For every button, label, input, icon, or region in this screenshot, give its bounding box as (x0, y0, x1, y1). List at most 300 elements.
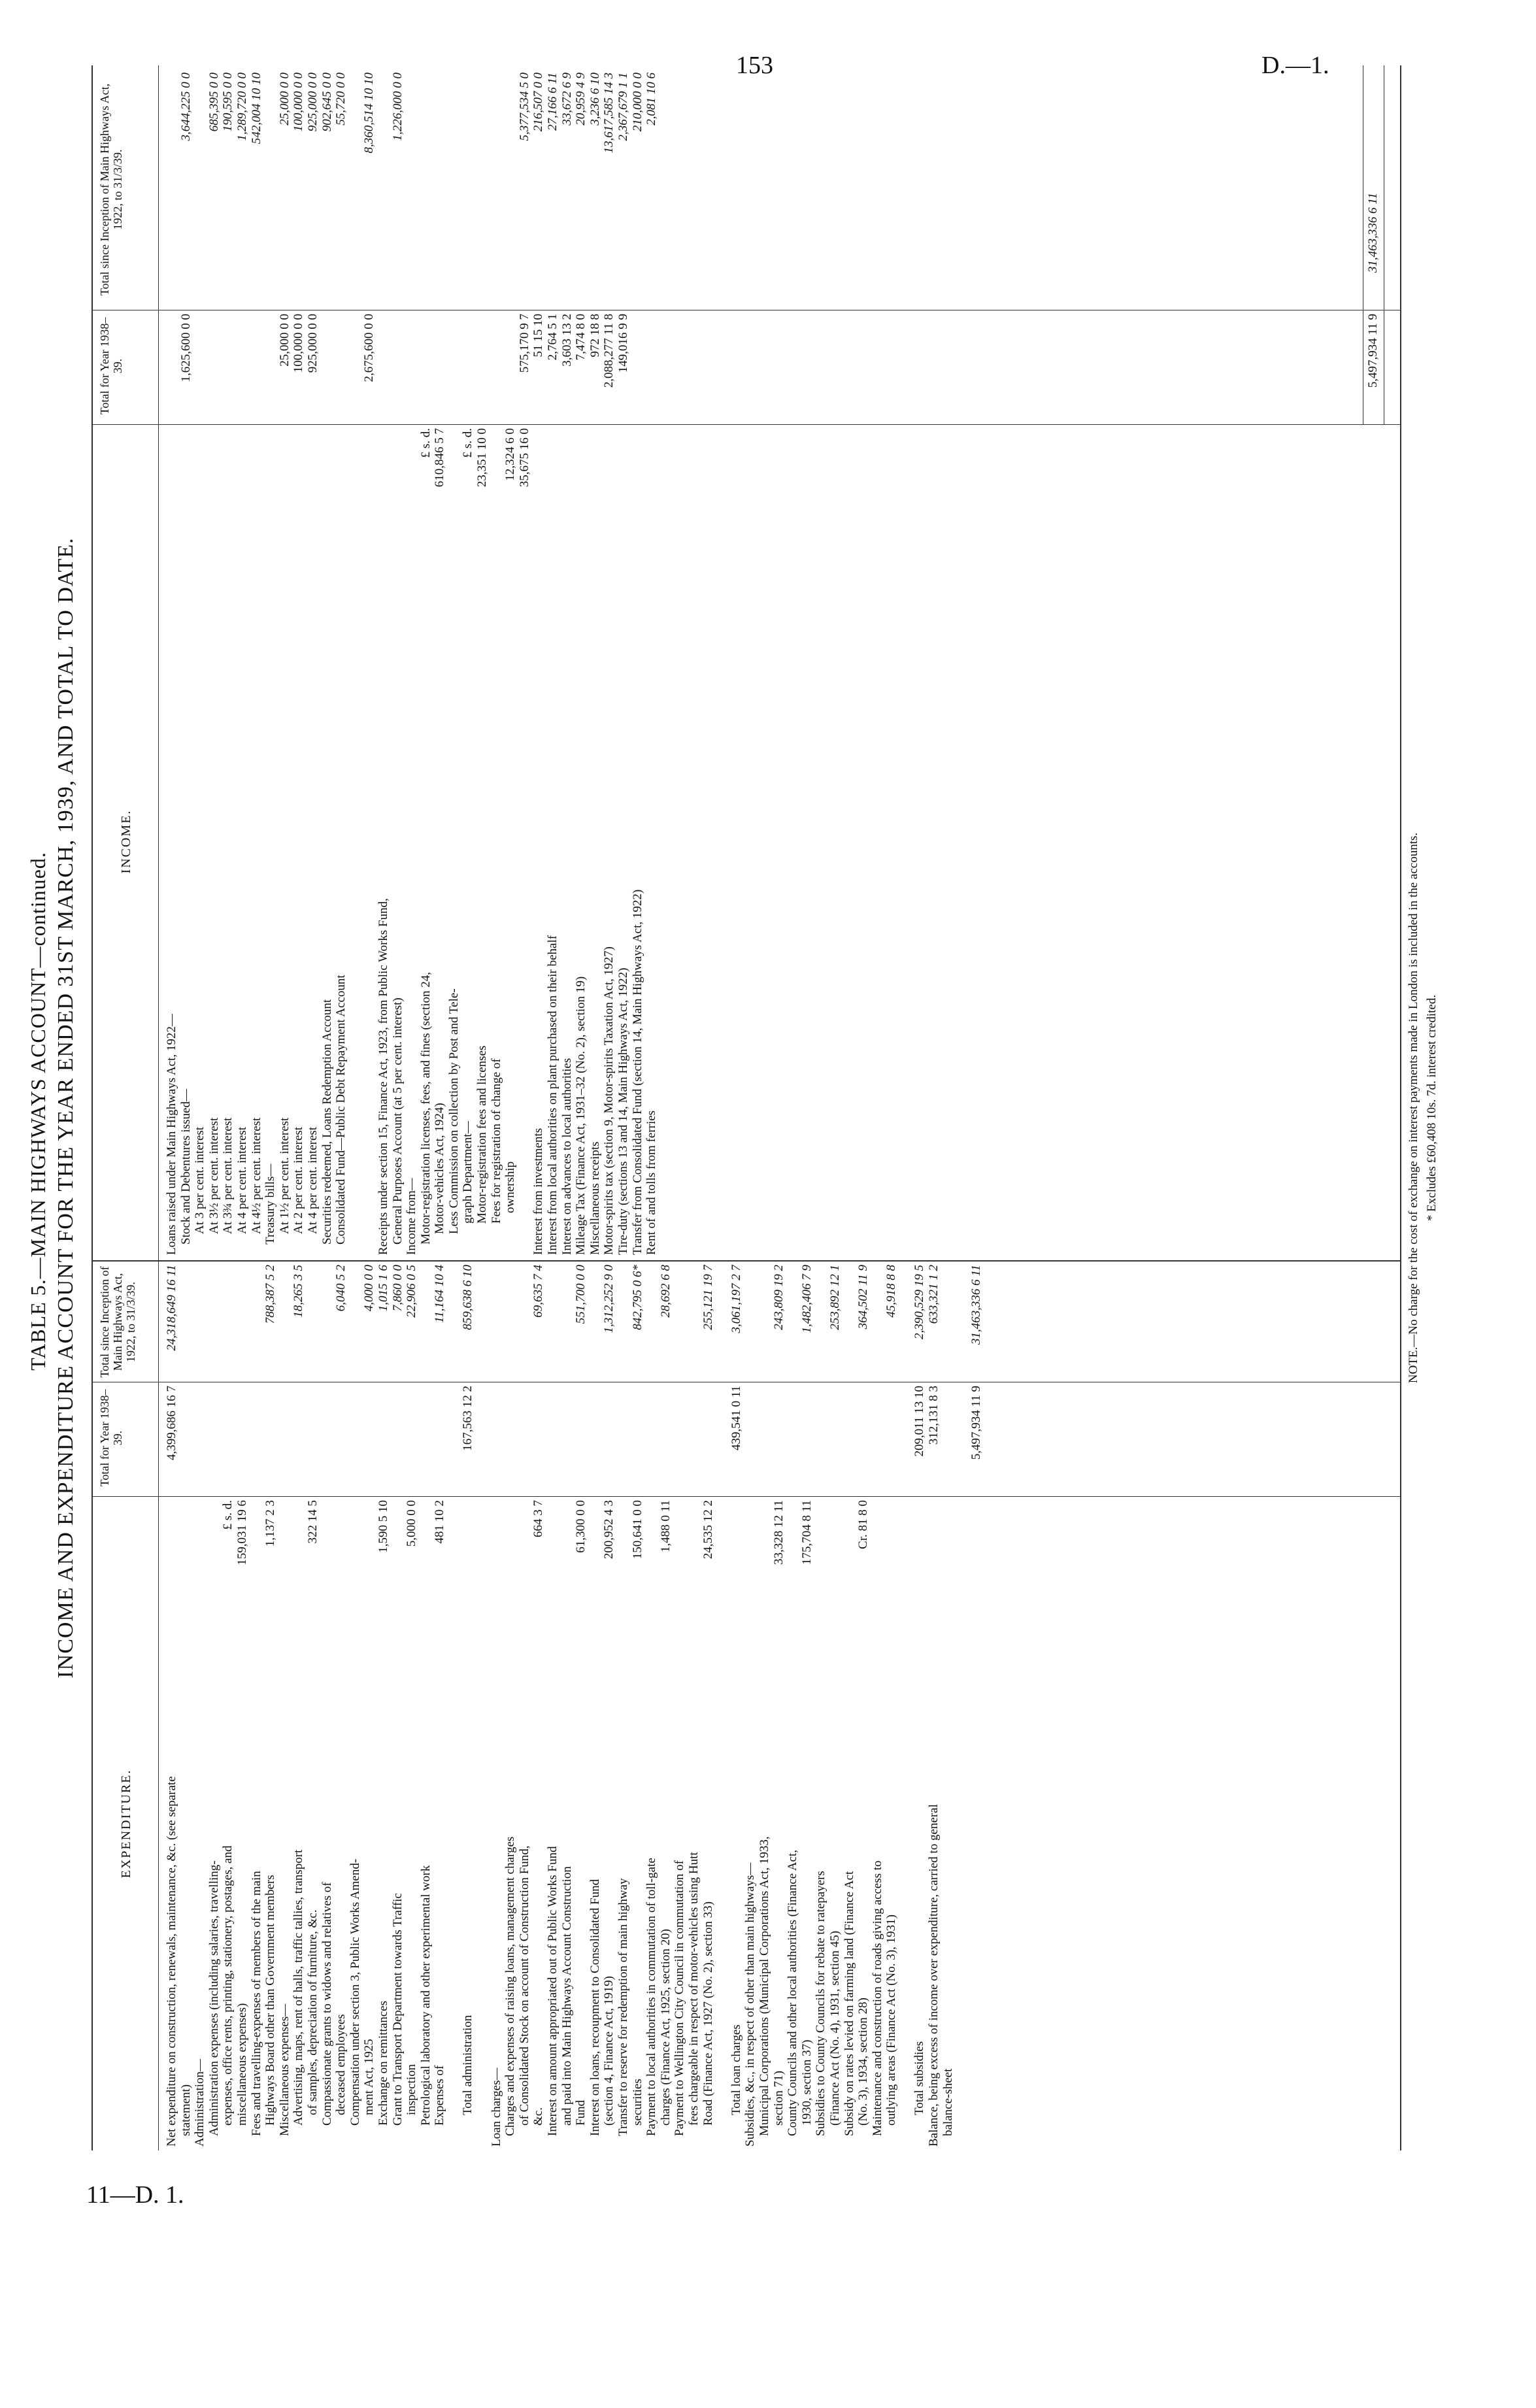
expenditure-row-year-amount (490, 1386, 504, 1494)
income-row-total-amount: 1,226,000 0 0 (390, 73, 405, 141)
income-row-sub-amount (306, 428, 320, 559)
income-row-total-amount: 2,081 10 6 (644, 73, 659, 125)
income-row-label: Miscellaneous receipts (588, 1141, 602, 1255)
expenditure-text-column (165, 1624, 1400, 2147)
expenditure-row-sub-amount: 322 14 5 (305, 1500, 320, 1544)
expenditure-row-label: Miscellaneous expenses— (277, 2003, 292, 2136)
expenditure-row-label: Municipal Corporations (Municipal Corporations Act, 1933, (757, 1836, 771, 2136)
income-row-label: Motor-registration fees and licenses (475, 1045, 490, 1224)
income-row-year-amount: 2,764 5 1 (546, 314, 560, 361)
expenditure-row-sub-amount (729, 1500, 744, 1621)
expenditure-row-total-amount (179, 1265, 193, 1380)
expenditure-row-sub-amount (828, 1500, 843, 1621)
expenditure-total-column (165, 1265, 1400, 1380)
expenditure-row-year-amount (207, 1386, 222, 1494)
document-reference: D.—1. (1261, 52, 1329, 79)
income-row-year-amount (419, 314, 433, 422)
expenditure-row-year-amount (843, 1386, 857, 1494)
income-year-column (165, 314, 1400, 422)
expenditure-row-year-amount (800, 1386, 814, 1494)
expenditure-row-total-amount (221, 1265, 235, 1380)
expenditure-row-total-amount: 2,390,529 19 5 (912, 1265, 927, 1339)
income-row-sub-amount (376, 428, 391, 559)
income-row-label: At 4 per cent. interest (235, 1126, 249, 1234)
expenditure-row-total-amount (518, 1265, 532, 1380)
expenditure-row-total-amount (941, 1265, 956, 1380)
expenditure-row-year-amount (856, 1386, 871, 1494)
income-row-sub-amount (263, 428, 278, 559)
expenditure-row-sub-amount (518, 1500, 532, 1621)
expenditure-row-sub-amount: 175,704 8 11 (799, 1500, 814, 1565)
expenditure-row-total-amount (235, 1265, 250, 1380)
income-row-label: Interest from local authorities on plant purchased on their behalf (546, 935, 560, 1255)
expenditure-row-year-amount (348, 1386, 363, 1494)
expenditure-row-sub-amount (391, 1500, 405, 1621)
expenditure-row-sub-amount (814, 1500, 828, 1621)
income-row-year-amount: 51 15 10 (531, 314, 546, 358)
income-row-label: Receipts under section 15, Finance Act, 1923, from Public Works Fund, (376, 898, 390, 1255)
income-row-label: Motor-vehicles Act, 1924) (433, 1103, 447, 1234)
expenditure-row-total-amount (843, 1265, 857, 1380)
expenditure-row-label: Highways Board other than Government members (263, 1875, 278, 2126)
income-row-year-amount (475, 314, 490, 422)
income-row-sub-amount (207, 428, 222, 559)
header-rule (158, 65, 159, 2150)
expenditure-row-label: statement) (178, 2084, 193, 2136)
expenditure-row-label: Fees and travelling-expenses of members of the main (249, 1871, 263, 2136)
income-row-sub-amount (221, 428, 235, 559)
expenditure-row-total-amount (758, 1265, 772, 1380)
expenditure-row-label: deceased employees (334, 2014, 348, 2115)
expenditure-row-year-amount (560, 1386, 575, 1494)
income-row-year-amount: 25,000 0 0 (277, 314, 292, 367)
expenditure-row-label: Administration expenses (including salaries, travelling- (207, 1860, 221, 2136)
table-title: TABLE 5.—MAIN HIGHWAYS ACCOUNT—continued. (26, 852, 50, 1371)
income-row-total-amount (193, 73, 207, 308)
expenditure-row-sub-amount: 664 3 7 (531, 1500, 546, 1537)
expenditure-subamount-column (165, 1500, 1400, 1621)
rotated-table-page (26, 65, 1510, 2150)
income-row-sub-amount (292, 428, 306, 559)
expenditure-row-label: balance-sheet (941, 2068, 955, 2136)
expenditure-row-year-amount (320, 1386, 335, 1494)
expenditure-row-label: Compassionate grants to widows and relatives of (320, 1882, 334, 2126)
expenditure-row-year-amount (376, 1386, 391, 1494)
expenditure-row-total-amount: 243,809 19 2 (771, 1265, 786, 1330)
expenditure-row-year-amount (899, 1386, 913, 1494)
expenditure-row-sub-amount (743, 1500, 758, 1621)
expenditure-row-year-amount (475, 1386, 490, 1494)
expenditure-row-total-amount (560, 1265, 575, 1380)
column-rule (93, 1260, 1400, 1262)
expenditure-row-sub-amount: 5,000 0 0 (405, 1500, 419, 1547)
income-row-total-amount: 902,645 0 0 (320, 73, 334, 132)
expenditure-row-total-amount: 7,860 0 0 (390, 1265, 405, 1312)
expenditure-row-sub-amount: 150,641 0 0 (630, 1500, 644, 1560)
expenditure-row-total-amount: 1,482,406 7 9 (799, 1265, 814, 1333)
expenditure-row-year-amount (828, 1386, 843, 1494)
expenditure-row-sub-amount (419, 1500, 433, 1621)
expenditure-row-sub-amount (461, 1500, 475, 1621)
expenditure-row-total-amount: 1,312,252 9 0 (602, 1265, 616, 1333)
income-row-sub-amount (405, 428, 419, 559)
expenditure-row-label (969, 1624, 984, 2147)
income-row-sub-amount (334, 428, 348, 559)
income-row-label: Consolidated Fund—Public Debt Repayment Account (334, 975, 348, 1245)
income-row-total-amount (447, 73, 461, 308)
expenditure-row-label: (section 4, Finance Act, 1919) (602, 1975, 616, 2126)
expenditure-row-year-amount (644, 1386, 659, 1494)
expenditure-row-year-amount (772, 1386, 786, 1494)
income-row-label: At 4 per cent. interest (305, 1126, 320, 1234)
income-row-sub-amount (546, 428, 560, 559)
expenditure-row-year-amount (278, 1386, 292, 1494)
expenditure-row-label: ment Act, 1925 (362, 2039, 376, 2115)
expenditure-row-sub-amount: 200,952 4 3 (602, 1500, 616, 1560)
expenditure-row-year-amount (518, 1386, 532, 1494)
expenditure-row-sub-amount (687, 1500, 701, 1621)
income-row-year-amount: 3,603 13 2 (559, 314, 574, 367)
expenditure-row-year-amount (546, 1386, 560, 1494)
income-row-label: Motor-spirits tax (section 9, Motor-spirits Taxation Act, 1927) (602, 946, 616, 1255)
income-row-sub-amount (165, 428, 179, 559)
income-row-year-amount (334, 314, 348, 422)
expenditure-row-sub-amount (447, 1500, 461, 1621)
expenditure-row-year-amount (616, 1386, 631, 1494)
expenditure-row-label: 1930, section 37) (799, 2039, 814, 2126)
expenditure-row-sub-amount (320, 1500, 335, 1621)
expenditure-row-total-amount: 788,387 5 2 (263, 1265, 278, 1324)
inc-inception-header: Total since Inception of Main Highways Act, 1922, to 31/3/39. (98, 83, 124, 296)
income-row-label: General Purposes Account (at 5 per cent. interest) (390, 997, 405, 1245)
expenditure-row-sub-amount: 33,328 12 11 (771, 1500, 786, 1565)
income-row-year-amount: 100,000 0 0 (292, 314, 306, 373)
expenditure-row-total-amount: 11,164 10 4 (433, 1265, 447, 1323)
expenditure-row-total-amount: 45,918 8 8 (884, 1265, 899, 1318)
expenditure-row-year-amount (786, 1386, 800, 1494)
expenditure-row-total-amount: 3,061,197 2 7 (729, 1265, 743, 1333)
income-row-sub-amount: £ s. d. (418, 428, 433, 458)
income-row-label: Loans raised under Main Highways Act, 1922— (165, 1014, 178, 1255)
expenditure-row-sub-amount (912, 1500, 927, 1621)
income-row-total-amount (475, 73, 490, 308)
expenditure-row-label: Net expenditure on construction, renewals, maintenance, &c. (see separate (165, 1776, 178, 2147)
expenditure-row-year-amount (179, 1386, 193, 1494)
expenditure-row-sub-amount (278, 1500, 292, 1621)
expenditure-row-total-amount (588, 1265, 603, 1380)
income-row-sub-amount: 610,846 5 7 (433, 428, 447, 488)
income-row-year-amount: 149,016 9 9 (616, 314, 630, 373)
income-inception-grand-total: 31,463,336 6 11 (1366, 193, 1380, 273)
expenditure-row-total-amount (278, 1265, 292, 1380)
income-row-label: Transfer from Consolidated Fund (section 14, Main Highways Act, 1922) (630, 889, 644, 1255)
expenditure-row-total-amount: 551,700 0 0 (574, 1265, 588, 1324)
income-row-total-amount: 3,236 6 10 (588, 73, 602, 125)
table-subtitle: INCOME AND EXPENDITURE ACCOUNT FOR THE YEAR ENDED 31ST MARCH, 1939, AND TOTAL TO DATE. (54, 537, 78, 1679)
expenditure-row-label: Road (Finance Act, 1927 (No. 2), section 33) (701, 1901, 715, 2126)
expenditure-row-total-amount (955, 1265, 969, 1380)
expenditure-row-sub-amount: 1,590 5 10 (376, 1500, 390, 1553)
expenditure-row-total-amount: 4,000 0 0 (362, 1265, 376, 1312)
expenditure-row-sub-amount (843, 1500, 857, 1621)
expenditure-row-total-amount (715, 1265, 729, 1380)
expenditure-row-label: Loan charges— (489, 2067, 503, 2147)
income-row-sub-amount (447, 428, 461, 559)
expenditure-row-total-amount (207, 1265, 222, 1380)
income-row-label: At 3½ per cent. interest (207, 1117, 221, 1234)
income-row-year-amount: 2,088,277 11 8 (602, 314, 616, 388)
expenditure-row-label: Payment to Wellington City Council in commutation of (673, 1860, 687, 2136)
income-row-label: Tire-duty (sections 13 and 14, Main Highways Act, 1922) (616, 967, 630, 1255)
income-row-year-amount (503, 314, 518, 422)
expenditure-row-label: expenses, office rents, printing, stationery, postages, and (221, 1845, 235, 2126)
expenditure-row-sub-amount (165, 1500, 179, 1621)
expenditure-row-label: Grant to Transport Department towards Traffic (390, 1893, 405, 2126)
income-row-year-amount: 925,000 0 0 (305, 314, 320, 373)
expenditure-row-sub-amount (503, 1500, 518, 1621)
income-row-sub-amount (574, 428, 588, 559)
income-row-total-amount (376, 73, 391, 308)
expenditure-row-sub-amount (362, 1500, 376, 1621)
income-row-label: At 4½ per cent. interest (249, 1117, 263, 1234)
expenditure-row-year-amount: 312,131 8 3 (927, 1386, 941, 1445)
income-row-year-amount: 2,675,600 0 0 (362, 314, 376, 382)
income-row-sub-amount (391, 428, 405, 559)
income-row-label: Less Commission on collection by Post and Tele- (446, 988, 461, 1234)
expenditure-row-label: County Councils and other local authorities (Finance Act, (786, 1850, 800, 2136)
expenditure-row-sub-amount (758, 1500, 772, 1621)
expenditure-row-sub-amount (715, 1500, 729, 1621)
inc-year-header: Total for Year 1938–39. (98, 317, 124, 415)
expenditure-row-year-amount (334, 1386, 348, 1494)
note: NOTE.—No charge for the cost of exchange on interest payments made in London is included in the accounts. (1407, 832, 1420, 1384)
income-row-total-amount (405, 73, 419, 308)
expenditure-row-total-amount (348, 1265, 363, 1380)
expenditure-row-year-amount (884, 1386, 899, 1494)
expenditure-row-sub-amount: 1,488 0 11 (658, 1500, 673, 1553)
income-row-total-amount (503, 73, 518, 308)
expenditure-row-total-amount (814, 1265, 828, 1380)
income-row-total-amount: 20,959 4 9 (574, 73, 588, 125)
expenditure-row-label: Exchange on remittances (376, 2001, 390, 2126)
expenditure-year-column (165, 1386, 1400, 1494)
expenditure-row-sub-amount (207, 1500, 222, 1621)
expenditure-row-sub-amount (193, 1500, 207, 1621)
expenditure-row-label: Interest on amount appropriated out of Public Works Fund (546, 1846, 560, 2136)
expenditure-row-total-amount (306, 1265, 320, 1380)
expenditure-row-total-amount: 1,015 1 6 (376, 1265, 390, 1312)
expenditure-row-label: securities (630, 2079, 644, 2126)
expenditure-row-total-amount: 31,463,336 6 11 (969, 1265, 983, 1345)
exp-inception-header: Total since Inception of Main Highways Act, 1922, to 31/3/39. (98, 1266, 137, 1378)
expenditure-row-sub-amount: 1,137 2 3 (263, 1500, 278, 1547)
income-row-sub-amount (616, 428, 631, 559)
expenditure-row-total-amount (419, 1265, 433, 1380)
income-row-label: Income from— (405, 1178, 419, 1255)
expenditure-row-total-amount: 24,318,649 16 11 (165, 1265, 178, 1351)
expenditure-row-year-amount: 439,541 0 11 (729, 1386, 743, 1451)
expenditure-row-label: Total subsidies (912, 2041, 927, 2115)
income-row-year-amount (644, 314, 659, 422)
expenditure-row-label (447, 1624, 461, 2147)
expenditure-row-total-amount (546, 1265, 560, 1380)
expenditure-row-sub-amount (899, 1500, 913, 1621)
expenditure-row-label: Petrological laboratory and other experimental work (418, 1865, 433, 2126)
expenditure-header: EXPENDITURE. (119, 1769, 133, 1879)
expenditure-row-year-amount (941, 1386, 956, 1494)
expenditure-row-total-amount: 18,265 3 5 (292, 1265, 306, 1318)
expenditure-row-sub-amount (884, 1500, 899, 1621)
expenditure-row-year-amount (292, 1386, 306, 1494)
income-row-year-amount (207, 314, 222, 422)
expenditure-row-total-amount (475, 1265, 490, 1380)
income-row-year-amount (221, 314, 235, 422)
expenditure-row-label: Charges and expenses of raising loans, management charges (503, 1836, 518, 2136)
income-row-label: At 2 per cent. interest (292, 1126, 306, 1234)
income-row-total-amount: 210,000 0 0 (630, 73, 644, 132)
expenditure-row-year-amount: 5,497,934 11 9 (969, 1386, 983, 1460)
expenditure-row-sub-amount (250, 1500, 264, 1621)
expenditure-row-year-amount (433, 1386, 447, 1494)
expenditure-row-label: Payment to local authorities in commutation of toll-gate (644, 1858, 659, 2136)
income-header: INCOME. (119, 809, 133, 874)
expenditure-row-label: Subsidy on rates levied on farming land (Finance Act (842, 1871, 856, 2136)
expenditure-row-total-amount (871, 1265, 885, 1380)
page-number: 153 (736, 52, 773, 79)
income-row-total-amount (419, 73, 433, 308)
expenditure-row-total-amount (899, 1265, 913, 1380)
income-row-label: ownership (503, 1161, 518, 1213)
expenditure-row-year-amount (419, 1386, 433, 1494)
expenditure-row-sub-amount (969, 1500, 984, 1621)
expenditure-row-label: and paid into Main Highways Account Construction (559, 1866, 574, 2126)
expenditure-row-label: Expenses of (433, 2065, 447, 2126)
expenditure-row-total-amount: 633,321 1 2 (927, 1265, 941, 1324)
expenditure-row-label: Balance, being excess of income over expenditure, carried to general (927, 1804, 941, 2147)
income-row-year-amount: 7,474 8 0 (574, 314, 588, 361)
expenditure-row-label: Administration— (193, 2058, 207, 2147)
expenditure-row-year-amount: 4,399,686 16 7 (165, 1386, 178, 1460)
income-row-label: graph Department— (461, 1121, 475, 1224)
expenditure-row-sub-amount (348, 1500, 363, 1621)
income-row-label: Stock and Debentures issued— (178, 1089, 193, 1245)
expenditure-row-sub-amount: Cr. 81 8 0 (856, 1500, 871, 1549)
income-row-label: At 1½ per cent. interest (277, 1117, 292, 1234)
footnote: * Excludes £60,408 10s. 7d. interest credited. (1425, 994, 1439, 1222)
expenditure-row-label: inspection (405, 2064, 419, 2115)
expenditure-row-year-amount (405, 1386, 419, 1494)
income-row-total-amount (348, 73, 363, 308)
expenditure-row-label: Transfer to reserve for redemption of main highway (616, 1878, 630, 2136)
expenditure-row-year-amount (871, 1386, 885, 1494)
expenditure-row-sub-amount (490, 1500, 504, 1621)
expenditure-row-sub-amount (588, 1500, 603, 1621)
column-rule (93, 1496, 1400, 1497)
sheet-reference: 11—D. 1. (86, 2181, 184, 2209)
expenditure-row-label: Subsidies to County Councils for rebate to ratepayers (814, 1871, 828, 2136)
expenditure-row-label (475, 1624, 490, 2147)
expenditure-row-sub-amount (546, 1500, 560, 1621)
expenditure-row-label: of samples, depreciation of furniture, &c. (305, 1909, 320, 2115)
income-row-year-amount (391, 314, 405, 422)
income-row-sub-amount (602, 428, 616, 559)
income-row-total-amount: 25,000 0 0 (277, 73, 292, 125)
income-row-total-amount: 8,360,514 10 10 (362, 73, 376, 154)
expenditure-row-label (955, 1624, 969, 2147)
expenditure-row-sub-amount (644, 1500, 659, 1621)
income-row-sub-amount (531, 428, 546, 559)
income-subamount-column (165, 428, 1400, 559)
income-row-total-amount: 1,289,720 0 0 (235, 73, 249, 141)
expenditure-row-year-amount (673, 1386, 687, 1494)
expenditure-row-label: Total loan charges (729, 2024, 743, 2115)
expenditure-row-year-amount (631, 1386, 645, 1494)
expenditure-row-year-amount (814, 1386, 828, 1494)
income-row-total-amount: 33,672 6 9 (559, 73, 574, 125)
expenditure-row-sub-amount: £ s. d. (221, 1500, 235, 1530)
expenditure-row-sub-amount (334, 1500, 348, 1621)
income-row-sub-amount (644, 428, 659, 559)
expenditure-row-year-amount: 209,011 13 10 (912, 1386, 927, 1457)
income-row-year-amount (263, 314, 278, 422)
expenditure-row-sub-amount (475, 1500, 490, 1621)
income-row-sub-amount (278, 428, 292, 559)
income-row-sub-amount (250, 428, 264, 559)
income-row-label: Rent of and tolls from ferries (644, 1110, 659, 1255)
expenditure-row-year-amount (250, 1386, 264, 1494)
expenditure-row-total-amount: 28,692 6 8 (658, 1265, 673, 1318)
expenditure-row-year-amount (503, 1386, 518, 1494)
income-row-total-amount: 55,720 0 0 (334, 73, 348, 125)
expenditure-row-year-amount (447, 1386, 461, 1494)
expenditure-row-total-amount (193, 1265, 207, 1380)
income-row-sub-amount: 12,324 6 0 (503, 428, 518, 481)
income-year-grand-total: 5,497,934 11 9 (1366, 314, 1380, 388)
income-row-year-amount: 1,625,600 0 0 (178, 314, 193, 382)
expenditure-row-total-amount: 859,638 6 10 (461, 1265, 475, 1330)
income-row-total-amount: 5,377,534 5 0 (517, 73, 531, 141)
expenditure-row-sub-amount (786, 1500, 800, 1621)
expenditure-row-total-amount: 842,795 0 6* (630, 1265, 644, 1330)
income-row-total-amount: 190,595 0 0 (221, 73, 235, 132)
expenditure-row-sub-amount (871, 1500, 885, 1621)
expenditure-row-sub-amount: 159,031 19 6 (235, 1500, 249, 1565)
expenditure-row-total-amount: 6,040 5 2 (334, 1265, 348, 1312)
expenditure-row-year-amount: 167,563 12 2 (461, 1386, 475, 1451)
income-row-total-amount (263, 73, 278, 308)
expenditure-row-label: (No. 3), 1934, section 28) (856, 1998, 871, 2126)
income-row-label (518, 562, 532, 1255)
expenditure-row-label: Subsidies, &c., in respect of other than main highways— (743, 1862, 758, 2147)
income-row-total-amount: 685,395 0 0 (207, 73, 221, 132)
income-row-label: At 3¾ per cent. interest (221, 1117, 235, 1234)
income-row-total-amount (433, 73, 447, 308)
income-row-sub-amount (193, 428, 207, 559)
expenditure-row-label: miscellaneous expenses) (235, 2003, 249, 2126)
expenditure-row-label: outlying areas (Finance Act (No. 3), 1931) (884, 1915, 899, 2126)
income-row-year-amount (348, 314, 363, 422)
expenditure-row-label: Total administration (461, 2015, 475, 2115)
expenditure-row-total-amount (250, 1265, 264, 1380)
income-row-label: Interest on advances to local authorities (559, 1058, 574, 1255)
expenditure-row-year-amount (574, 1386, 588, 1494)
income-row-total-amount: 542,004 10 10 (249, 73, 263, 144)
income-row-sub-amount (179, 428, 193, 559)
expenditure-row-total-amount (644, 1265, 659, 1380)
income-row-sub-amount (490, 428, 504, 559)
expenditure-row-year-amount (701, 1386, 716, 1494)
income-row-total-amount (461, 73, 475, 308)
